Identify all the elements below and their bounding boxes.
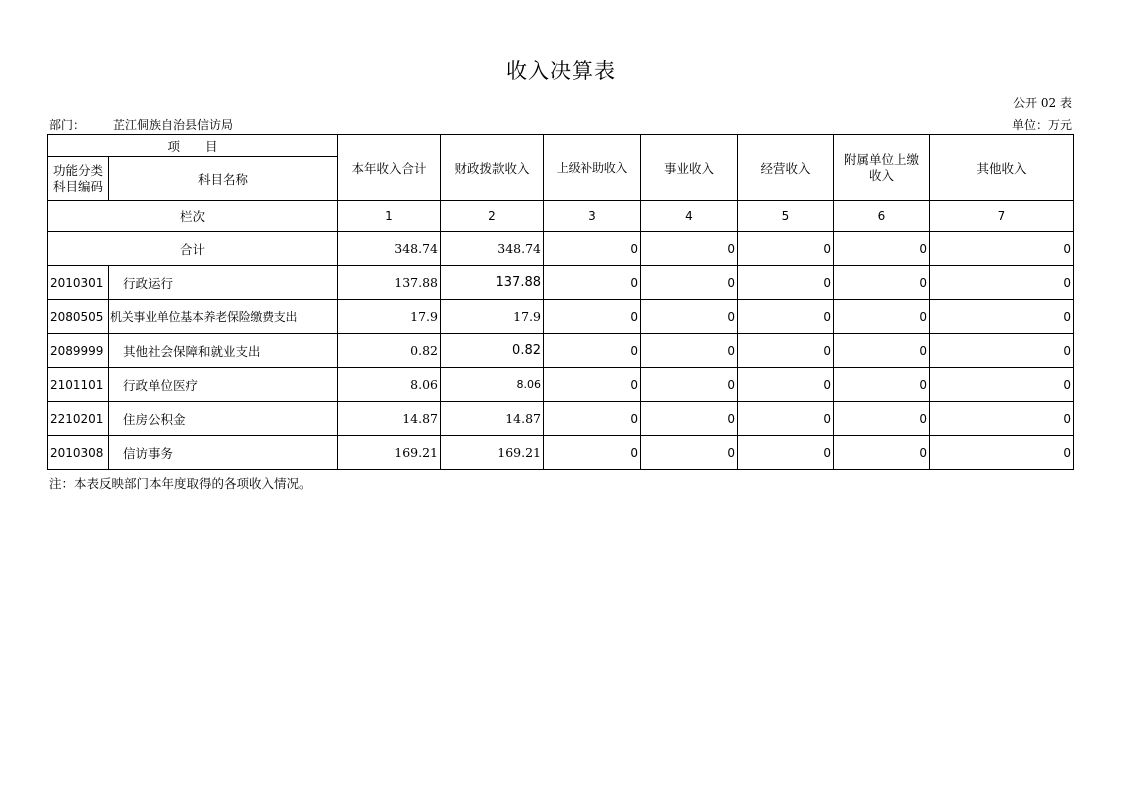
row-value: 0.82 <box>441 334 544 368</box>
table-row <box>48 300 1074 334</box>
header-col-5: 经营收入 <box>738 135 834 201</box>
row-value: 169.21 <box>441 436 544 470</box>
row-value: 0.82 <box>338 334 441 368</box>
row-value: 0 <box>834 368 930 402</box>
row-value: 0 <box>738 334 834 368</box>
index-cell: 1 <box>338 201 441 232</box>
table-row <box>48 436 1074 470</box>
index-row <box>48 201 1074 232</box>
index-cell: 6 <box>834 201 930 232</box>
row-value: 0 <box>930 368 1074 402</box>
row-value: 0 <box>930 436 1074 470</box>
header-name: 科目名称 <box>109 157 338 201</box>
row-code: 2080505 <box>48 300 109 334</box>
row-value: 0 <box>544 402 641 436</box>
total-value: 0 <box>544 232 641 266</box>
total-value: 0 <box>930 232 1074 266</box>
index-cell: 7 <box>930 201 1074 232</box>
index-cell: 4 <box>641 201 738 232</box>
table-row <box>48 334 1074 368</box>
row-value: 0 <box>930 402 1074 436</box>
row-code: 2010301 <box>48 266 109 300</box>
row-value: 0 <box>738 436 834 470</box>
unit-label: 单位：万元 <box>1011 118 1072 132</box>
row-value: 8.06 <box>338 368 441 402</box>
row-value: 0 <box>834 436 930 470</box>
row-code: 2089999 <box>48 334 109 368</box>
row-value: 0 <box>641 266 738 300</box>
row-value: 14.87 <box>441 402 544 436</box>
row-value: 0 <box>544 368 641 402</box>
row-code: 2210201 <box>48 402 109 436</box>
row-value: 137.88 <box>441 266 544 300</box>
total-value: 0 <box>641 232 738 266</box>
row-name: 行政运行 <box>109 266 338 300</box>
table-note: 注：本表反映部门本年度取得的各项收入情况。 <box>49 476 312 491</box>
row-value: 0 <box>930 334 1074 368</box>
row-code: 2101101 <box>48 368 109 402</box>
header-col-2: 财政拨款收入 <box>441 135 544 201</box>
header-row-1 <box>48 135 1074 157</box>
header-code: 功能分类科目编码 <box>48 157 109 201</box>
row-value: 0 <box>641 402 738 436</box>
row-name: 信访事务 <box>109 436 338 470</box>
table-row <box>48 266 1074 300</box>
row-value: 0 <box>834 266 930 300</box>
row-value: 137.88 <box>338 266 441 300</box>
header-item: 项 目 <box>48 135 338 157</box>
row-value: 169.21 <box>338 436 441 470</box>
row-value: 0 <box>834 334 930 368</box>
row-name: 机关事业单位基本养老保险缴费支出 <box>109 300 338 334</box>
total-label: 合计 <box>48 232 338 266</box>
department-line <box>49 116 233 133</box>
row-name: 行政单位医疗 <box>109 368 338 402</box>
total-value: 0 <box>834 232 930 266</box>
header-col-4: 事业收入 <box>641 135 738 201</box>
income-table <box>47 134 1074 470</box>
index-label: 栏次 <box>48 201 338 232</box>
index-cell: 5 <box>738 201 834 232</box>
row-value: 0 <box>544 436 641 470</box>
header-col-6: 附属单位上缴收入 <box>834 135 930 201</box>
row-value: 0 <box>834 300 930 334</box>
row-value: 0 <box>641 368 738 402</box>
department-label: 部门： <box>49 118 86 132</box>
table-row <box>48 402 1074 436</box>
total-value: 0 <box>738 232 834 266</box>
total-value: 348.74 <box>338 232 441 266</box>
department-name: 芷江侗族自治县信访局 <box>113 118 234 132</box>
page-title: 收入决算表 <box>506 59 616 83</box>
row-value: 0 <box>641 334 738 368</box>
header-col-3: 上级补助收入 <box>544 135 641 201</box>
row-value: 0 <box>738 266 834 300</box>
row-value: 17.9 <box>441 300 544 334</box>
row-value: 0 <box>544 300 641 334</box>
index-cell: 3 <box>544 201 641 232</box>
table-row <box>48 368 1074 402</box>
row-value: 0 <box>641 436 738 470</box>
row-value: 0 <box>738 300 834 334</box>
row-name: 住房公积金 <box>109 402 338 436</box>
row-value: 14.87 <box>338 402 441 436</box>
row-value: 8.06 <box>441 368 544 402</box>
row-code: 2010308 <box>48 436 109 470</box>
row-value: 0 <box>834 402 930 436</box>
header-col-1: 本年收入合计 <box>338 135 441 201</box>
total-value: 348.74 <box>441 232 544 266</box>
form-number: 公开 02 表 <box>1013 96 1072 110</box>
index-cell: 2 <box>441 201 544 232</box>
total-row <box>48 232 1074 266</box>
header-col-7: 其他收入 <box>930 135 1074 201</box>
row-value: 0 <box>641 300 738 334</box>
row-value: 0 <box>930 300 1074 334</box>
row-value: 0 <box>930 266 1074 300</box>
row-value: 0 <box>738 368 834 402</box>
row-value: 0 <box>738 402 834 436</box>
row-value: 0 <box>544 266 641 300</box>
row-value: 0 <box>544 334 641 368</box>
row-name: 其他社会保障和就业支出 <box>109 334 338 368</box>
row-value: 17.9 <box>338 300 441 334</box>
